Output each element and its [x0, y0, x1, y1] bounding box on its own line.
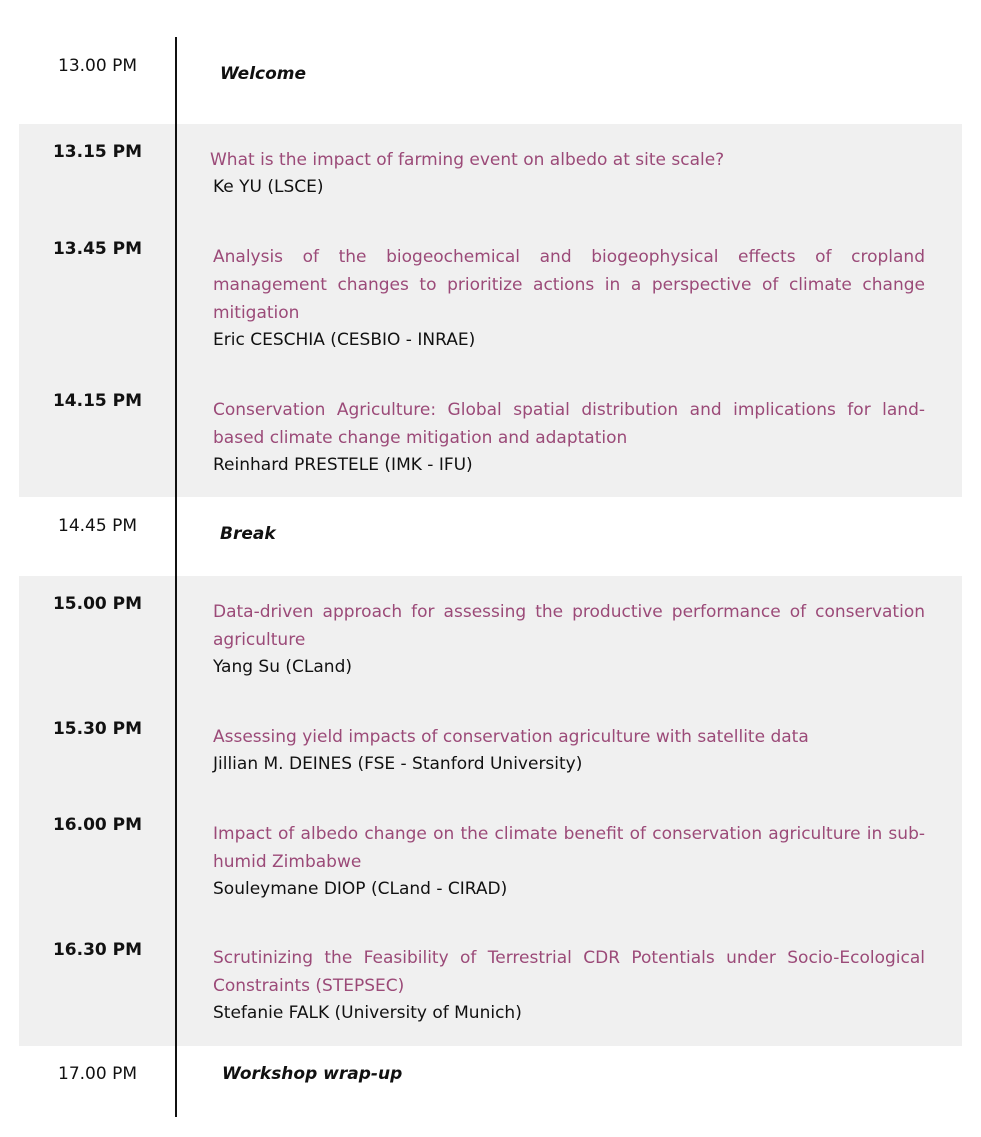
talk-speaker: Reinhard PRESTELE (IMK - IFU)	[213, 455, 473, 475]
talk-item	[213, 723, 925, 778]
time-label: 15.00 PM	[52, 594, 143, 614]
talk-speaker: Eric CESCHIA (CESBIO - INRAE)	[213, 330, 476, 350]
timeline-line	[175, 37, 177, 1117]
talk-speaker: Stefanie FALK (University of Munich)	[213, 1003, 522, 1023]
talk-speaker: Yang Su (CLand)	[213, 657, 352, 677]
welcome-title: Welcome	[220, 64, 307, 84]
talk-item	[213, 396, 925, 479]
talk-speaker: Souleymane DIOP (CLand - CIRAD)	[213, 879, 508, 899]
talk-item	[213, 944, 925, 1027]
talk-speaker: Jillian M. DEINES (FSE - Stanford University)	[213, 754, 583, 774]
time-label: 16.00 PM	[52, 815, 143, 835]
talk-title: Analysis of the biogeochemical and biogeophysical effects of cropland management changes to prioritize actions in a perspective of climate change mitigation	[213, 247, 925, 323]
time-label: 14.15 PM	[52, 391, 143, 411]
time-label: 15.30 PM	[52, 719, 143, 739]
time-label: 16.30 PM	[52, 940, 143, 960]
talk-title: Impact of albedo change on the climate benefit of conservation agriculture in sub-humid Zimbabwe	[213, 824, 925, 872]
talk-item	[210, 146, 922, 201]
talk-title: What is the impact of farming event on albedo at site scale?	[210, 150, 725, 170]
talk-title: Assessing yield impacts of conservation agriculture with satellite data	[213, 727, 809, 747]
talk-title: Data-driven approach for assessing the productive performance of conservation agriculture	[213, 602, 925, 650]
time-label: 13.15 PM	[52, 142, 143, 162]
talk-title: Conservation Agriculture: Global spatial distribution and implications for land-based climate change mitigation and adaptation	[213, 400, 925, 448]
time-label: 14.45 PM	[58, 516, 137, 536]
break-title: Break	[220, 524, 276, 544]
talk-item	[213, 820, 925, 903]
time-label: 13.45 PM	[52, 239, 143, 259]
talk-speaker: Ke YU (LSCE)	[213, 177, 324, 197]
talk-item	[213, 598, 925, 681]
time-label: 17.00 PM	[58, 1064, 137, 1084]
wrap-up-title: Workshop wrap-up	[222, 1064, 403, 1084]
talk-item	[213, 243, 925, 354]
talk-title: Scrutinizing the Feasibility of Terrestrial CDR Potentials under Socio-Ecological Constraints (STEPSEC)	[213, 948, 925, 996]
time-label: 13.00 PM	[58, 56, 137, 76]
